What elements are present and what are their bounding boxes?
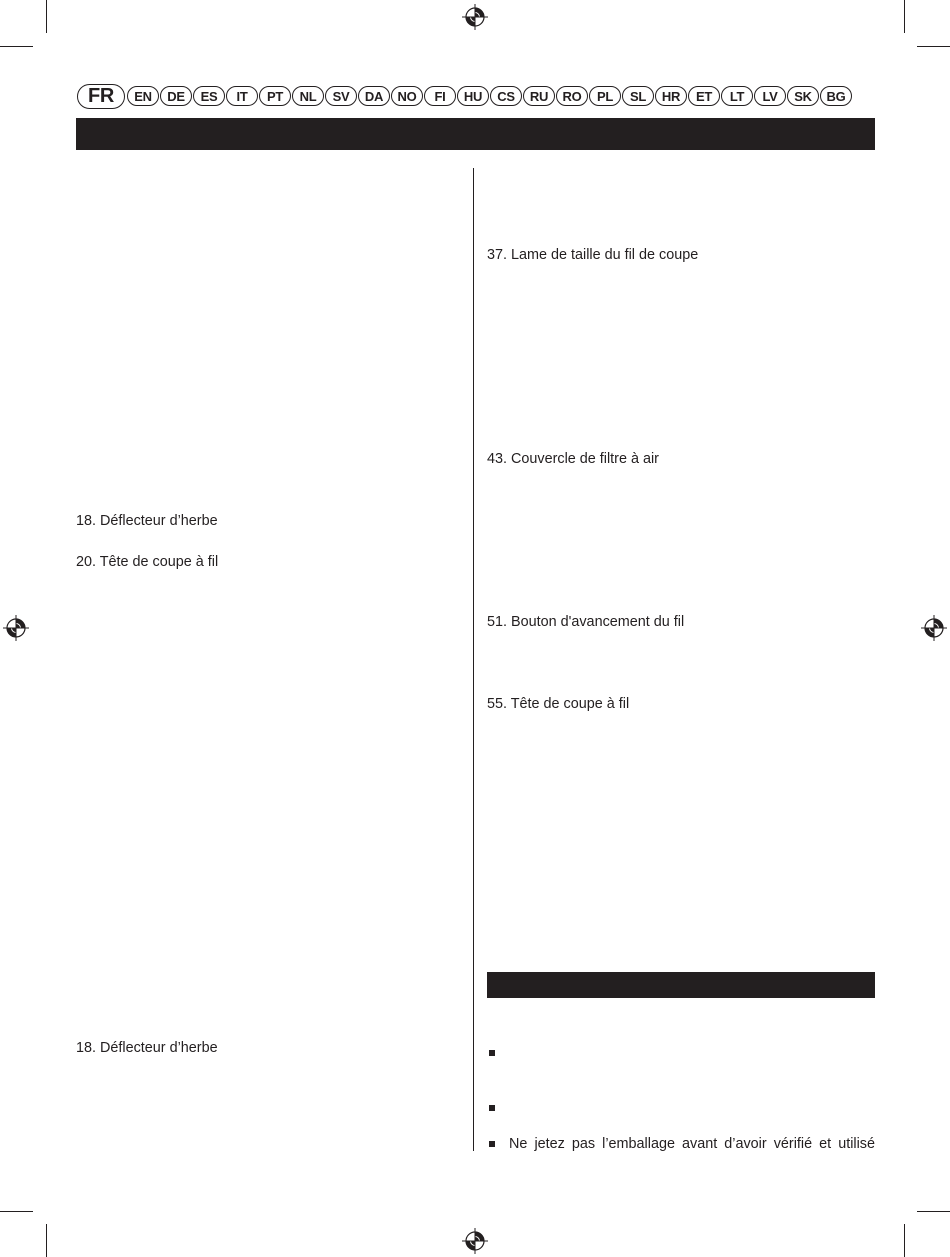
language-tab[interactable]: RO xyxy=(556,86,588,106)
language-tab[interactable]: IT xyxy=(226,86,258,106)
crop-mark xyxy=(917,46,950,47)
part-label: 51. Bouton d'avancement du fil xyxy=(487,614,685,630)
crop-mark xyxy=(46,0,47,33)
crop-mark xyxy=(46,1224,47,1257)
language-tab[interactable]: BG xyxy=(820,86,852,106)
language-tab[interactable]: FI xyxy=(424,86,456,106)
bullet-icon xyxy=(489,1141,495,1147)
bullet-text: Ne jetez pas l’emballage avant d’avoir vérifié et utilisé xyxy=(509,1136,875,1152)
part-label: 43. Couvercle de filtre à air xyxy=(487,451,659,467)
language-tab[interactable]: CS xyxy=(490,86,522,106)
language-tab[interactable]: LV xyxy=(754,86,786,106)
bullet-icon xyxy=(489,1105,495,1111)
language-tab[interactable]: SK xyxy=(787,86,819,106)
section-header-band xyxy=(76,118,875,150)
language-tab[interactable]: RU xyxy=(523,86,555,106)
language-tab-active[interactable]: FR xyxy=(77,84,125,109)
crop-mark xyxy=(904,1224,905,1257)
crop-mark xyxy=(0,1211,33,1212)
language-tab[interactable]: DA xyxy=(358,86,390,106)
part-label: 37. Lame de taille du fil de coupe xyxy=(487,247,699,263)
part-label: 55. Tête de coupe à fil xyxy=(487,696,630,712)
language-tab[interactable]: ES xyxy=(193,86,225,106)
language-tab[interactable]: SL xyxy=(622,86,654,106)
registration-mark-icon xyxy=(462,1228,488,1254)
registration-mark-icon xyxy=(3,615,29,641)
language-tab[interactable]: ET xyxy=(688,86,720,106)
part-label: 18. Déflecteur d’herbe xyxy=(76,513,218,529)
crop-mark xyxy=(0,46,33,47)
registration-mark-icon xyxy=(462,4,488,30)
part-label: 20. Tête de coupe à fil xyxy=(76,554,219,570)
part-label: 18. Déflecteur d’herbe xyxy=(76,1040,218,1056)
language-selector xyxy=(77,84,853,108)
bullet-icon xyxy=(489,1050,495,1056)
language-tab[interactable]: NL xyxy=(292,86,324,106)
crop-mark xyxy=(904,0,905,33)
language-tab[interactable]: SV xyxy=(325,86,357,106)
registration-mark-icon xyxy=(921,615,947,641)
language-tab[interactable]: NO xyxy=(391,86,423,106)
language-tab[interactable]: EN xyxy=(127,86,159,106)
language-tab[interactable]: LT xyxy=(721,86,753,106)
subsection-header-band xyxy=(487,972,875,998)
column-divider xyxy=(473,168,474,1151)
language-tab[interactable]: PL xyxy=(589,86,621,106)
crop-mark xyxy=(917,1211,950,1212)
language-tab[interactable]: PT xyxy=(259,86,291,106)
language-tab[interactable]: DE xyxy=(160,86,192,106)
language-tab[interactable]: HR xyxy=(655,86,687,106)
language-tab[interactable]: HU xyxy=(457,86,489,106)
